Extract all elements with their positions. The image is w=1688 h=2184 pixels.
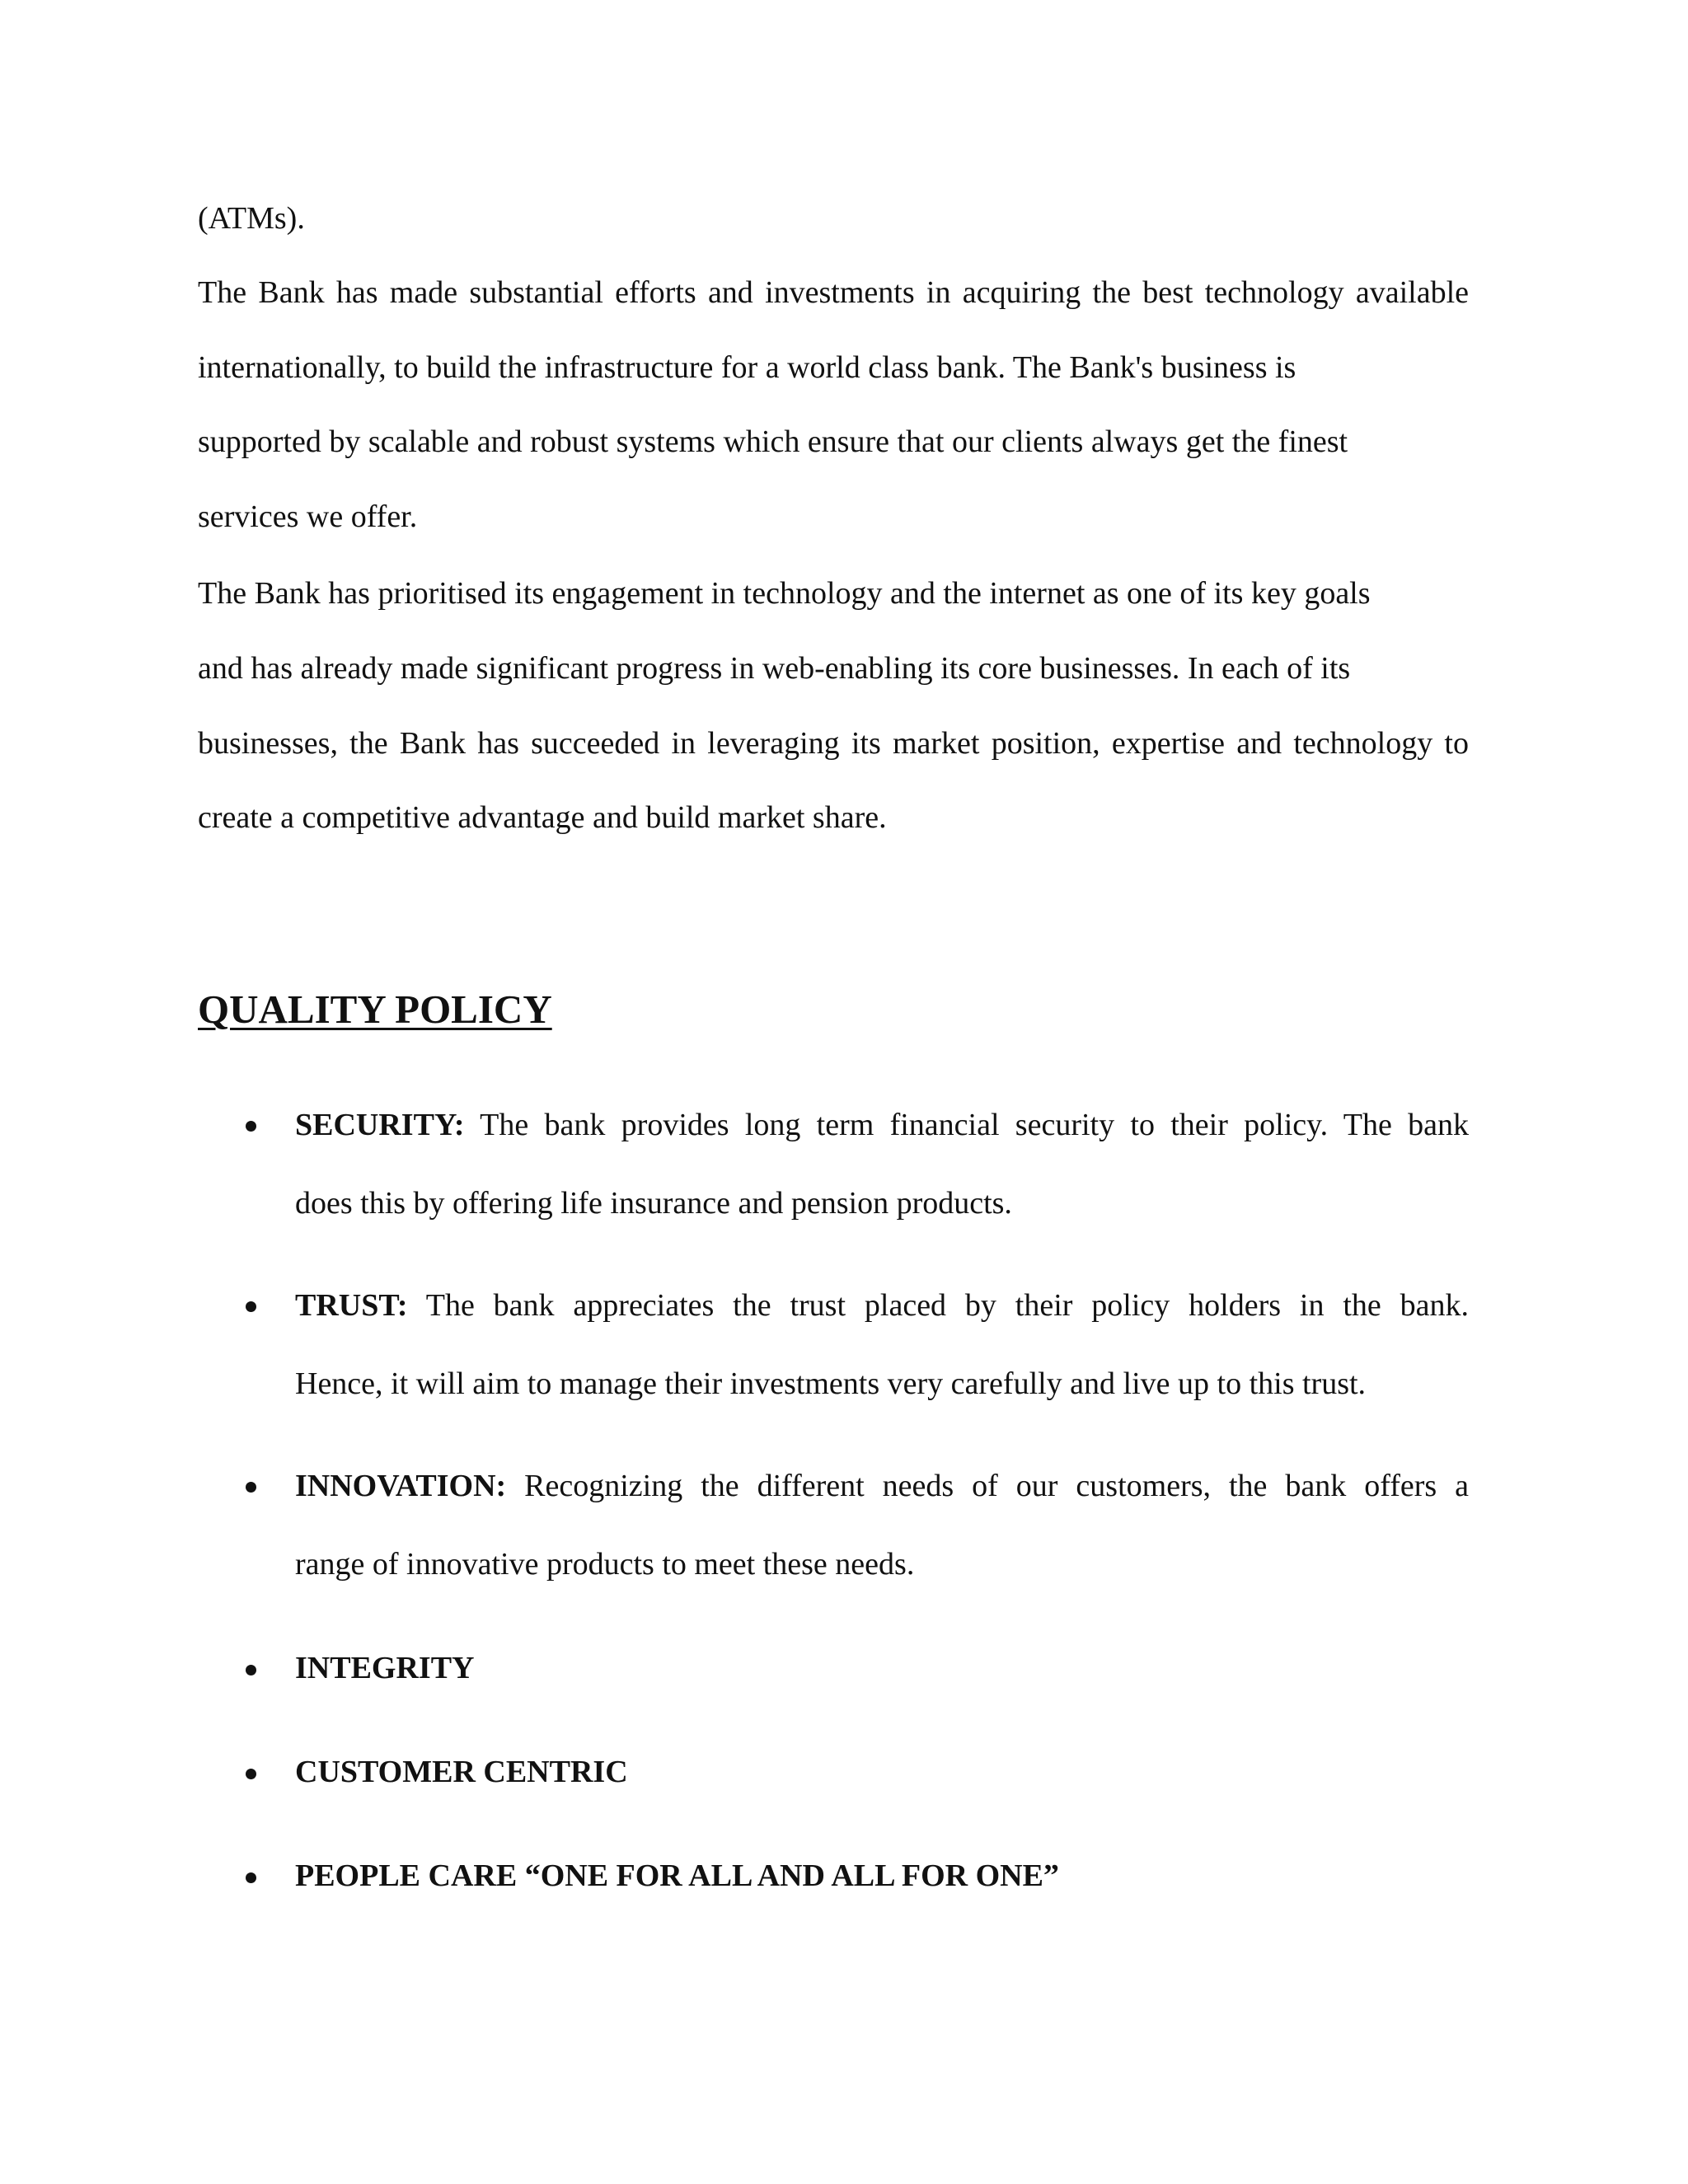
bullet-icon	[246, 1769, 256, 1779]
list-item-line	[295, 1649, 475, 1687]
list-item-line	[295, 1753, 628, 1791]
bullet-icon	[246, 1121, 256, 1132]
paragraph-line: create a competitive advantage and build market share.	[198, 800, 887, 835]
paragraph-line: supported by scalable and robust systems which ensure that our clients always get the finest	[198, 424, 1348, 459]
paragraph-line: (ATMs).	[198, 201, 305, 236]
bullet-icon	[246, 1482, 256, 1493]
bullet-icon	[246, 1872, 256, 1883]
list-item-label: SECURITY:	[295, 1108, 465, 1142]
list-item-label: INTEGRITY	[295, 1651, 475, 1685]
list-item-line: does this by offering life insurance and pension products.	[295, 1186, 1012, 1221]
list-item-text: The bank appreciates the trust placed by their policy holders in the bank.	[407, 1288, 1469, 1323]
bullet-icon	[246, 1665, 256, 1675]
paragraph-line: businesses, the Bank has succeeded in leveraging its market position, expertise and technology to	[198, 726, 1469, 761]
list-item-label: PEOPLE CARE “ONE FOR ALL AND ALL FOR ONE”	[295, 1858, 1059, 1893]
list-item-label: CUSTOMER CENTRIC	[295, 1755, 628, 1789]
list-item-text: Recognizing the different needs of our customers, the bank offers a	[506, 1469, 1469, 1503]
paragraph-line: The Bank has prioritised its engagement in technology and the internet as one of its key goals	[198, 576, 1371, 611]
list-item-line: range of innovative products to meet these needs.	[295, 1547, 915, 1582]
list-item-label: INNOVATION:	[295, 1469, 507, 1503]
list-item-text: The bank provides long term financial security to their policy. The bank	[464, 1108, 1469, 1142]
bullet-icon	[246, 1301, 256, 1312]
list-item-line	[295, 1286, 1469, 1324]
section-heading: QUALITY POLICY	[198, 987, 552, 1032]
list-item-line	[295, 1467, 1469, 1505]
list-item-line: Hence, it will aim to manage their investments very carefully and live up to this trust.	[295, 1366, 1367, 1401]
list-item-label: TRUST:	[295, 1288, 408, 1323]
paragraph-line: and has already made significant progress in web-enabling its core businesses. In each of its	[198, 651, 1351, 686]
paragraph-line: internationally, to build the infrastructure for a world class bank. The Bank's business is	[198, 350, 1296, 385]
paragraph-line: The Bank has made substantial efforts and investments in acquiring the best technology available	[198, 275, 1469, 310]
paragraph-line: services we offer.	[198, 499, 418, 534]
list-item-line	[295, 1857, 1059, 1895]
list-item-line	[295, 1106, 1469, 1144]
